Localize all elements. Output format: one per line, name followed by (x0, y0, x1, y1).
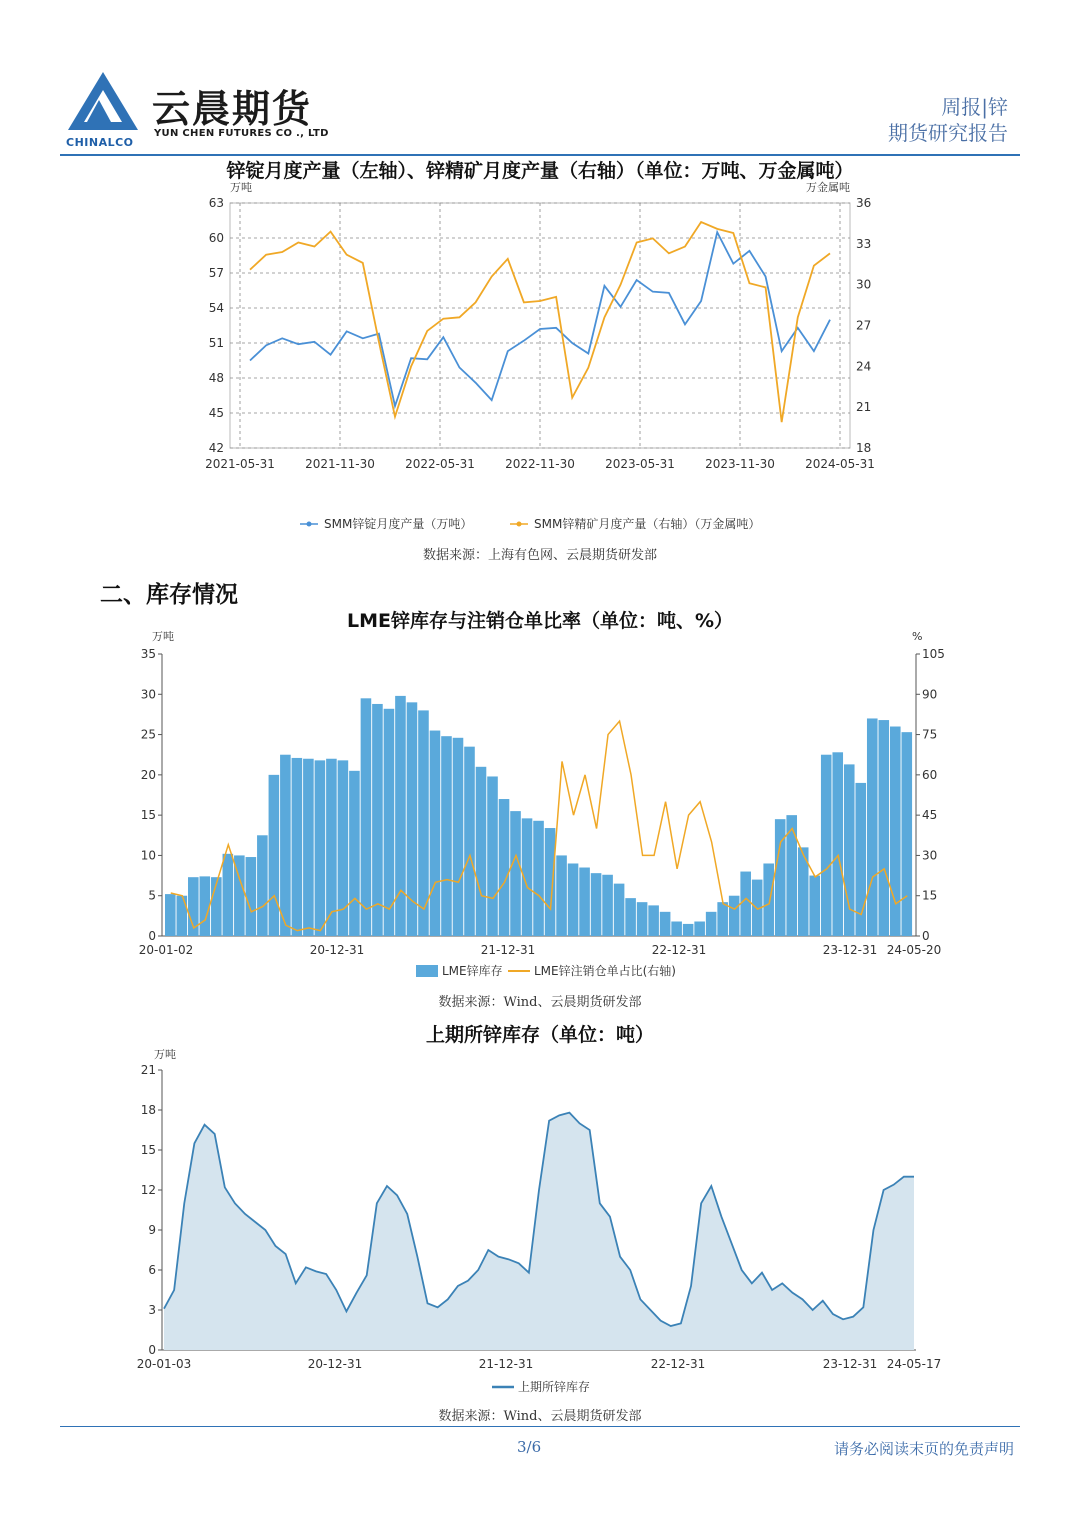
chart2-left-tick: 35 (140, 647, 156, 661)
logo-cn: 云晨期货 (152, 87, 313, 131)
chart2-left-tick: 0 (148, 929, 156, 943)
chart3-left-unit: 万吨 (154, 1048, 176, 1061)
chart3-x-tick: 22-12-31 (650, 1357, 706, 1371)
chart1-right-tick: 21 (856, 400, 872, 415)
chart2-right-tick: 15 (922, 888, 938, 903)
chart2-bar (556, 855, 567, 936)
chart2-bar (349, 771, 360, 936)
chart2-right-tick: 30 (922, 848, 938, 863)
chart1-right-tick: 36 (856, 196, 872, 210)
chart2-source: 数据来源：Wind、云晨期货研发部 (438, 995, 642, 1010)
chart1-left-tick: 60 (208, 231, 224, 245)
chart2-x-tick: 23-12-31 (822, 943, 878, 957)
chart2-left-tick: 25 (140, 727, 156, 742)
chart2-right-unit: % (912, 630, 923, 643)
chart2-bar (660, 912, 671, 936)
chart2-right-tick: 75 (922, 727, 938, 742)
disclaimer-note: 请务必阅读末页的免责声明 (833, 1440, 1014, 1458)
chart2-bar (683, 924, 694, 936)
chart1-right-unit: 万金属吨 (806, 181, 850, 194)
chart1-left-tick: 51 (208, 336, 224, 350)
chart2-bar (706, 912, 717, 936)
chart2-bar (487, 776, 498, 936)
chart2-right-tick: 105 (922, 647, 945, 661)
chart2-right-tick: 90 (922, 687, 938, 702)
chart1-x-tick: 2023-05-31 (605, 457, 675, 471)
chart3-source: 数据来源：Wind、云晨期货研发部 (438, 1409, 642, 1424)
chart2-legend-label: LME锌注销仓单占比(右轴) (534, 964, 676, 978)
chart2-x-tick: 22-12-31 (651, 943, 707, 957)
chart2-left-tick: 30 (140, 687, 156, 702)
chart3-title: 上期所锌库存（单位：吨） (425, 1024, 654, 1046)
logo-sub: CHINALCO (66, 136, 134, 149)
chart2-right-tick: 45 (922, 808, 938, 823)
chart2-legend-swatch-bar (416, 965, 438, 977)
chart2-left-tick: 15 (140, 808, 156, 823)
chart3-left-tick: 21 (140, 1063, 156, 1077)
chart2-bar (395, 696, 406, 936)
chart2-bar (533, 821, 544, 936)
chart2-bar (177, 896, 188, 936)
chart1-right-tick: 33 (856, 236, 872, 251)
chart1-x-tick: 2023-11-30 (705, 457, 775, 471)
chart2-bar (464, 747, 475, 936)
chart1-left-unit: 万吨 (230, 181, 252, 194)
chart3-x-tick: 24-05-17 (886, 1357, 942, 1371)
chart2-bar (545, 828, 556, 936)
chart3-left-tick: 18 (140, 1103, 156, 1117)
chart2-bar (729, 896, 740, 936)
chart2-x-tick: 21-12-31 (480, 943, 536, 957)
chart3-x-tick: 21-12-31 (478, 1357, 534, 1371)
chart2-bar (165, 894, 176, 936)
chart2-bar (384, 709, 395, 936)
chart3-left-tick: 3 (148, 1303, 156, 1317)
report-type (888, 94, 1008, 146)
chart1-source: 数据来源：上海有色网、云晨期货研发部 (422, 548, 657, 563)
logo-en: YUN CHEN FUTURES CO ., LTD (154, 128, 329, 139)
chart2-bar (269, 775, 280, 936)
chart1-right-tick: 27 (856, 318, 872, 333)
chart1-left-tick: 57 (208, 266, 224, 280)
chart1-right-tick: 30 (856, 277, 872, 292)
chart2-bar (292, 758, 303, 936)
chart1-right-tick: 24 (856, 359, 872, 374)
logo-mark-icon (66, 70, 140, 132)
chart1-left-tick: 45 (208, 406, 224, 420)
chart2-bar (591, 873, 602, 936)
chart2-left-tick: 5 (148, 888, 156, 903)
chart2-bar (775, 819, 786, 936)
chart2-bar (246, 857, 257, 936)
chart2-bar (430, 731, 441, 936)
chart2-bar (510, 811, 521, 936)
chart2-legend-label: LME锌库存 (442, 964, 503, 978)
chart2-bar (901, 732, 912, 936)
chart2-bar (372, 704, 383, 936)
chart1 (180, 176, 900, 536)
chart1-legend-label: SMM锌精矿月度产量（右轴）（万金属吨） (534, 517, 761, 531)
chart3-left-tick: 12 (140, 1183, 156, 1197)
chart2-bar (637, 902, 648, 936)
chart1-left-tick: 42 (208, 441, 224, 455)
chart1-legend-marker (307, 522, 312, 527)
chart2-title: LME锌库存与注销仓单比率（单位：吨、%） (346, 610, 734, 632)
chart3-left-tick: 15 (140, 1143, 156, 1157)
chart2-bar (257, 835, 268, 936)
chart3-legend-label: 上期所锌库存 (518, 1380, 591, 1394)
chart3-left-tick: 6 (148, 1263, 156, 1277)
chart1-x-tick: 2022-05-31 (405, 457, 475, 471)
chart1-left-tick: 48 (208, 371, 224, 385)
report-line1: 周报|锌 (941, 95, 1008, 119)
chart2-bar (740, 872, 751, 936)
chart2-bar (579, 868, 590, 936)
chart2-bar (223, 854, 234, 936)
chart2-bar (809, 876, 820, 936)
chart2-bar (867, 718, 878, 936)
chart2-bar (453, 738, 464, 936)
chart2-bar (821, 755, 832, 936)
chart3-x-tick: 23-12-31 (822, 1357, 878, 1371)
chart3 (130, 1044, 950, 1404)
report-line2: 期货研究报告 (888, 121, 1008, 145)
chart2-bar (476, 767, 487, 936)
chart2-bar (499, 799, 510, 936)
chart1-legend-marker (517, 522, 522, 527)
chart2-right-tick: 0 (922, 929, 930, 943)
chart2-bar (315, 760, 326, 936)
chart2-left-unit: 万吨 (152, 630, 174, 643)
chart2-bar (441, 736, 452, 936)
chart2-bar (625, 898, 636, 936)
chart2-x-tick: 20-01-02 (138, 943, 194, 957)
chart2-bar (568, 863, 579, 936)
chart2-bar (648, 905, 659, 936)
chart1-left-tick: 54 (208, 301, 224, 315)
chart2-left-tick: 20 (140, 767, 156, 782)
chart2-bar (878, 720, 889, 936)
chart2-bar (671, 921, 682, 936)
chart1-x-tick: 2021-11-30 (305, 457, 375, 471)
chart2-bar (361, 698, 372, 936)
chart1-x-tick: 2024-05-31 (805, 457, 875, 471)
chart2-bar (326, 759, 337, 936)
chart2-x-tick: 20-12-31 (309, 943, 365, 957)
chart2-bar (200, 876, 211, 936)
chart1-left-tick: 63 (208, 196, 224, 210)
chart1-legend-label: SMM锌锭月度产量（万吨） (324, 517, 473, 531)
chart2-x-tick: 24-05-20 (886, 943, 942, 957)
chart1-right-tick: 18 (856, 441, 872, 455)
chart2-bar (694, 921, 705, 936)
chart1-x-tick: 2022-11-30 (505, 457, 575, 471)
chart2-left-tick: 10 (140, 848, 156, 863)
chart2 (130, 628, 950, 988)
chart2-bar (717, 902, 728, 936)
chart2-right-tick: 60 (922, 767, 938, 782)
logo (66, 70, 140, 132)
chart1-title: 锌锭月度产量（左轴）、锌精矿月度产量（右轴）（单位：万吨、万金属吨） (226, 160, 854, 182)
chart2-bar (614, 884, 625, 936)
chart2-bar (763, 863, 774, 936)
chart2-bar (832, 752, 843, 936)
chart3-x-tick: 20-01-03 (136, 1357, 192, 1371)
section-title: 二、库存情况 (100, 582, 238, 608)
chart3-left-tick: 0 (148, 1343, 156, 1357)
chart2-bar (280, 755, 291, 936)
chart3-x-tick: 20-12-31 (307, 1357, 363, 1371)
chart3-area-fill (164, 1113, 914, 1350)
chart2-bar (303, 759, 314, 936)
page-number: 3/6 (517, 1438, 542, 1456)
chart3-left-tick: 9 (148, 1223, 156, 1237)
footer-divider (60, 1426, 1020, 1427)
chart2-bar (602, 875, 613, 936)
chart1-x-tick: 2021-05-31 (205, 457, 275, 471)
